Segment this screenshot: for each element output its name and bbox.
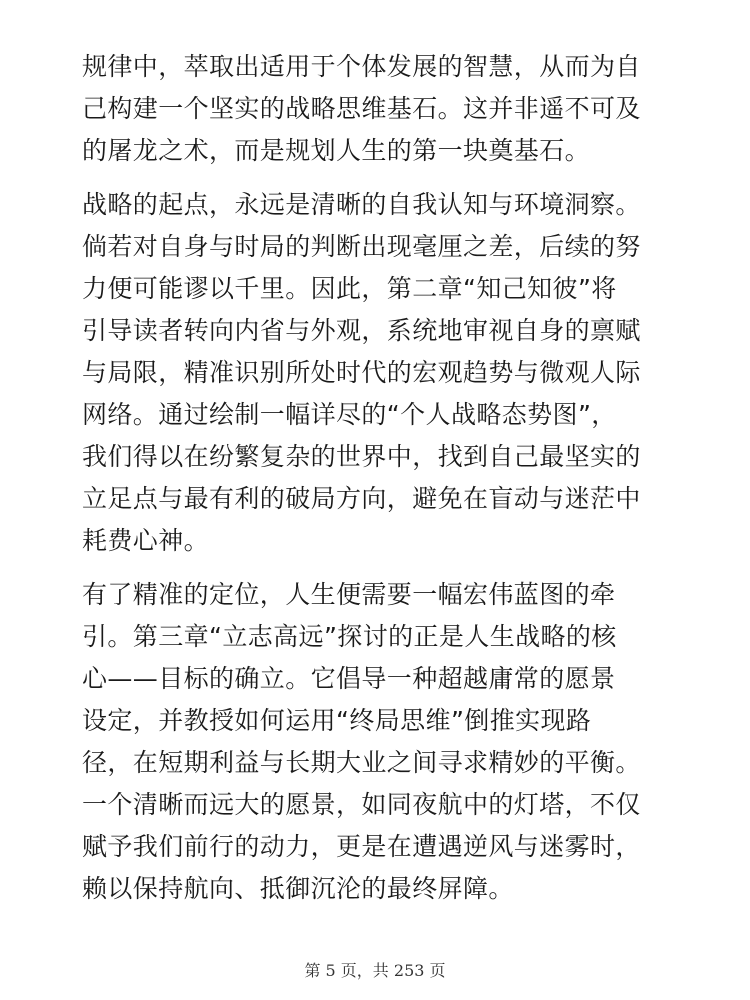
text-line: 与局限，精准识别所处时代的宏观趋势与微观人际 (82, 358, 641, 387)
text-line: 设定，并教授如何运用“终局思维”倒推实现路 (82, 706, 592, 735)
body-text (82, 46, 682, 922)
paragraph-2 (82, 184, 682, 562)
paragraph-3 (82, 574, 682, 910)
text-line: 一个清晰而远大的愿景，如同夜航中的灯塔，不仅 (82, 790, 641, 819)
text-line: 己构建一个坚实的战略思维基石。这并非遥不可及 (82, 94, 641, 123)
text-line: 战略的起点，永远是清晰的自我认知与环境洞察。 (82, 190, 641, 219)
text-line: 耗费心神。 (82, 526, 210, 555)
text-line: 网络。通过绘制一幅详尽的“个人战略态势图”， (82, 400, 617, 429)
text-line: 倘若对自身与时局的判断出现毫厘之差，后续的努 (82, 232, 641, 261)
text-line: 规律中，萃取出适用于个体发展的智慧，从而为自 (82, 52, 641, 81)
text-line: 心——目标的确立。它倡导一种超越庸常的愿景 (82, 664, 616, 693)
text-line: 我们得以在纷繁复杂的世界中，找到自己最坚实的 (82, 442, 641, 471)
text-line: 有了精准的定位，人生便需要一幅宏伟蓝图的牵 (82, 580, 616, 609)
text-line: 引。第三章“立志高远”探讨的正是人生战略的核 (82, 622, 617, 651)
text-line: 赋予我们前行的动力，更是在遭遇逆风与迷雾时， (82, 832, 641, 861)
text-line: 径，在短期利益与长期大业之间寻求精妙的平衡。 (82, 748, 641, 777)
text-line: 的屠龙之术，而是规划人生的第一块奠基石。 (82, 136, 591, 165)
page-number-footer: 第 5 页，共 253 页 (304, 961, 446, 980)
text-line: 赖以保持航向、抵御沉沦的最终屏障。 (82, 874, 514, 903)
text-line: 引导读者转向内省与外观，系统地审视自身的禀赋 (82, 316, 641, 345)
text-line: 立足点与最有利的破局方向，避免在盲动与迷茫中 (82, 484, 641, 513)
text-line: 力便可能谬以千里。因此，第二章“知己知彼”将 (82, 274, 617, 303)
paragraph-1 (82, 46, 682, 172)
